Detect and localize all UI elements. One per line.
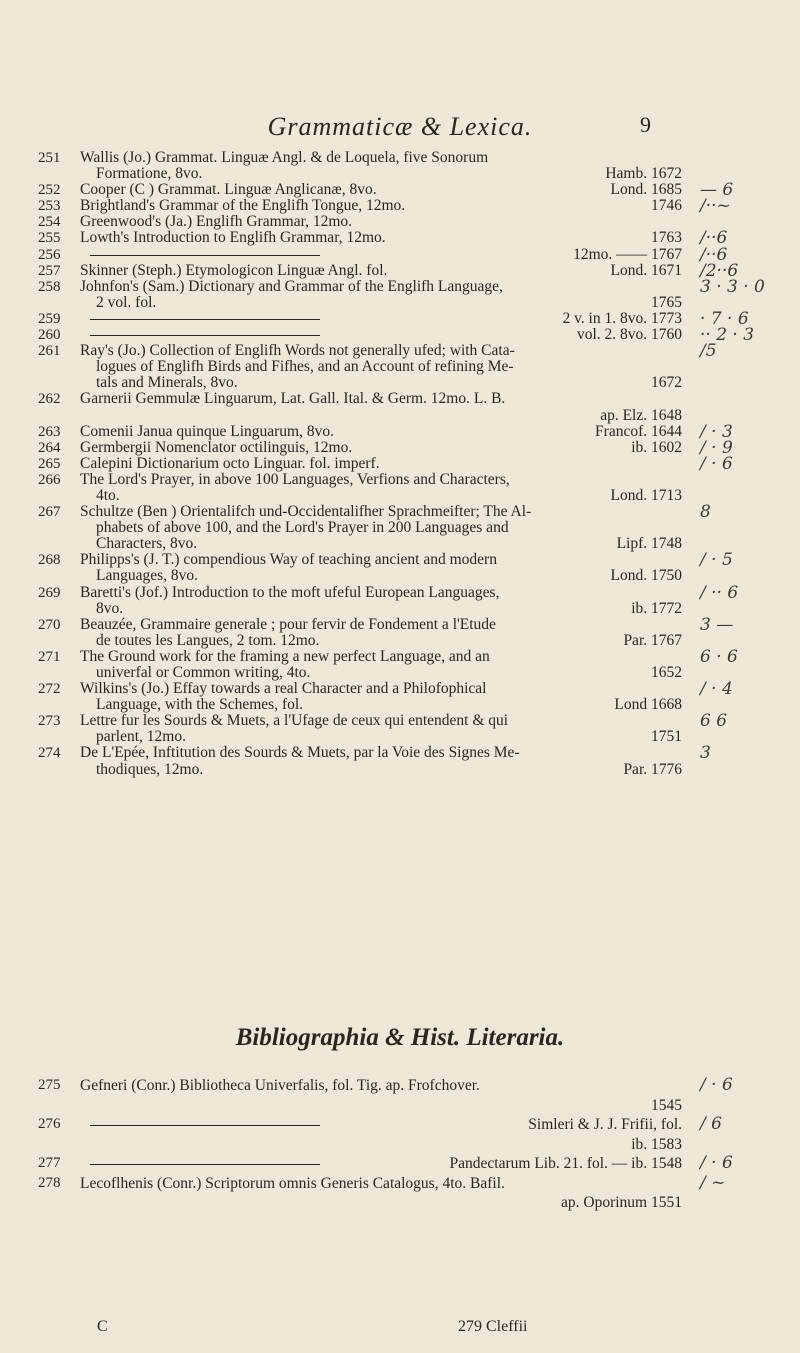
price-annotation: / · 6 [700,1153,733,1173]
imprint: Simleri & J. J. Frifii, fol. [528,1116,682,1133]
entry-line [0,550,800,571]
price-annotation: /··6 [700,244,728,265]
ditto-rule [90,319,320,320]
entry-line [0,729,800,745]
lot-number: 272 [38,681,61,698]
entry-text: Germbergii Nomenclator octilinguis, 12mo. ib. 1602 [80,439,682,456]
catalogue-entry [0,325,800,346]
entry-line [0,1135,800,1155]
entry-line [0,536,800,552]
imprint: Lond. 1671 [610,262,682,279]
entry-text: Lettre fur les Sourds & Muets, a l'Ufage de ceux qui entendent & qui [80,713,509,730]
entry-text: Garnerii Gemmulæ Linguarum, Lat. Gall. Ital. & Germ. 12mo. L. B. [80,391,506,408]
lot-number: 251 [38,150,61,166]
entry-text: The Lord's Prayer, in above 100 Languages, Verfions and Characters, [80,471,510,488]
entry-line [0,325,800,346]
price-annotation: / 6 [700,1114,722,1134]
lot-number: 253 [38,198,61,215]
catalogue-entry [0,244,800,265]
entry-line [0,1174,800,1194]
lot-number: 264 [38,439,61,456]
entry-text [80,247,682,263]
lot-number: 252 [38,182,61,199]
price-annotation: / · 6 [700,453,733,474]
entry-text [96,1135,682,1155]
imprint: ib. 1602 [631,439,682,456]
entry-text: Ray's (Jo.) Collection of Englifh Words not generally ufed; with Cata- [80,343,515,360]
entry-text: Lecoflhenis (Conr.) Scriptorum omnis Generis Catalogus, 4to. Bafil. [80,1174,505,1192]
entry-text: thodiques, 12mo. Par. 1776 [96,761,682,778]
entry-line [0,308,800,329]
lot-number: 263 [38,423,61,440]
entry-text: De L'Epée, Inftitution des Sourds & Muets, par la Voie des Signes Me- [80,745,520,762]
catalogue-entry [0,614,800,649]
imprint: 2 v. in 1. 8vo. 1773 [562,310,682,327]
entry-text: Calepini Dictionarium octo Linguar. fol. imperf. [80,455,380,472]
imprint: Pandectarum Lib. 21. fol. — ib. 1548 [449,1155,682,1172]
entry-line [0,1115,800,1135]
catalogue-entry [0,308,800,329]
imprint: ap. Elz. 1648 [600,407,682,424]
imprint: Hamb. 1672 [605,166,682,183]
section-heading: Bibliographia & Hist. Literaria. [235,1024,565,1051]
lot-number: 265 [38,455,61,472]
ditto-rule [90,335,320,336]
catalogue-entry [0,437,800,458]
entry-text: phabets of above 100, and the Lord's Prayer in 200 Languages and [96,520,509,537]
catalogue-entry [0,1115,800,1154]
entry-text: Characters, 8vo. Lipf. 1748 [96,536,682,553]
entry-line [0,453,800,474]
entry-line [0,391,800,407]
catalogue-entry [0,745,800,777]
price-annotation: ·· 2 · 3 [700,325,755,346]
entry-text [96,408,682,424]
catalogue-entry [0,646,800,681]
imprint: Lond. 1750 [610,568,682,585]
entry-line [0,633,800,649]
lot-number: 269 [38,584,61,601]
imprint: Francof. 1644 [595,423,682,440]
lot-number: 266 [38,471,61,488]
entry-line [0,665,800,681]
imprint: vol. 2. 8vo. 1760 [576,327,682,344]
ditto-rule [90,1125,320,1126]
lot-number: 267 [38,504,61,521]
price-annotation: / ·· 6 [700,582,739,603]
catalogue-entry [0,421,800,442]
entry-text: de toutes les Langues, 2 tom. 12mo. Par. 1767 [96,632,682,649]
entry-text: Languages, 8vo. Lond. 1750 [96,568,682,585]
entry-text: univerfal or Common writing, 4to. 1652 [96,665,682,681]
price-annotation: / · 3 [700,421,733,442]
catalogue-entry [0,150,800,182]
entry-line [0,679,800,700]
entry-text: Skinner (Steph.) Etymologicon Linguæ Angl. fol. Lond. 1671 [80,262,682,279]
entry-text [80,311,682,327]
lot-number: 257 [38,262,61,279]
entry-text: 8vo. ib. 1772 [96,600,682,617]
lot-number: 271 [38,648,61,665]
lot-number: 260 [38,327,61,344]
imprint: 12mo. —— 1767 [573,246,682,263]
price-annotation: / ~ [700,1172,726,1193]
lot-number: 255 [38,230,61,247]
entry-line [0,341,800,362]
entry-line [0,180,800,201]
page-title: Grammaticæ & Lexica. [267,112,533,141]
imprint: 1652 [651,665,682,681]
price-annotation: 3 [700,743,711,764]
catalogue-entry [0,1154,800,1174]
entry-line [0,421,800,442]
imprint: ib. 1772 [631,600,682,617]
lot-number: 262 [38,391,61,408]
price-annotation: / · 5 [700,550,733,571]
entry-line [0,166,800,182]
entry-line [0,214,800,230]
entry-line [0,520,800,536]
entry-line [0,1096,800,1116]
entry-line [0,1076,800,1096]
imprint: Par. 1767 [623,632,682,649]
entry-text [80,327,682,343]
entry-text [96,1193,682,1213]
catalogue-entry [0,552,800,584]
catalogue-entry [0,472,800,504]
catalogue-entry [0,582,800,617]
entry-text: Beauzée, Grammaire generale ; pour fervir de Fondement a l'Etude [80,616,496,633]
entry-line [0,762,800,778]
entry-text: tals and Minerals, 8vo. 1672 [96,375,682,392]
entry-text: 2 vol. fol. 1765 [96,294,682,311]
imprint: Lond 1668 [614,697,682,714]
entry-line [0,295,800,311]
ditto-rule [90,255,320,256]
signature-mark: C [97,1318,108,1335]
imprint: 1751 [651,729,682,746]
lot-number: 261 [38,343,61,360]
imprint: 1672 [651,375,682,392]
lot-number: 256 [38,246,61,263]
entry-text: 4to. Lond. 1713 [96,487,682,504]
imprint: ap. Oporinum 1551 [561,1194,682,1211]
entry-text: Gefneri (Conr.) Bibliotheca Univerfalis, fol. Tig. ap. Frofchover. [80,1077,480,1094]
entry-text [80,1154,682,1174]
lot-number: 273 [38,713,61,730]
entry-text [96,1096,682,1116]
entry-line [0,375,800,391]
catalogue-entry [0,453,800,474]
entry-line [0,646,800,667]
price-annotation: · 7 · 6 [700,308,749,329]
entry-line [0,472,800,488]
entry-line [0,743,800,764]
catalogue-entry [0,214,800,230]
entry-text: The Ground work for the framing a new perfect Language, and an [80,648,490,665]
catchword: 279 Cleffii [458,1318,528,1335]
entry-line [0,276,800,297]
lot-number: 277 [38,1155,61,1171]
catalogue-entry [0,343,800,391]
catalogue-entry [0,180,800,201]
entry-text: Lowth's Introduction to Englifh Grammar, 12mo. 1763 [80,230,682,247]
lot-number: 278 [38,1174,61,1191]
catalogue-entry [0,681,800,713]
price-annotation: /··6 [700,228,728,249]
imprint: Lipf. 1748 [616,536,682,553]
entry-text: Brightland's Grammar of the Englifh Tongue, 12mo. 1746 [80,198,682,215]
catalogue-entry [0,196,800,217]
catalogue-entry [0,713,800,745]
lot-number: 258 [38,278,61,295]
catalogue-entry [0,276,800,311]
entry-text: Wallis (Jo.) Grammat. Linguæ Angl. & de Loquela, five Sonorum [80,150,489,166]
entry-text: Schultze (Ben ) Orientalifch und-Occidentalifher Sprachmeifter; The Al- [80,504,532,521]
entry-line [0,1193,800,1213]
imprint: Lond. 1713 [610,487,682,504]
catalogue-entry [0,260,800,281]
imprint: Par. 1776 [623,761,682,778]
lot-number: 276 [38,1116,61,1132]
ditto-rule [90,1164,320,1165]
entry-line [0,711,800,732]
imprint: 1746 [651,198,682,215]
imprint: 1765 [651,294,682,311]
running-header [0,112,800,142]
entry-line [0,196,800,217]
lot-number: 270 [38,616,61,633]
entry-text: Philipps's (J. T.) compendious Way of teaching ancient and modern [80,552,497,569]
price-annotation: /··~ [700,196,731,217]
price-annotation: — 6 [700,180,734,201]
entry-line [0,502,800,523]
entry-text: Language, with the Schemes, fol. Lond 1668 [96,697,682,714]
entry-line [0,582,800,603]
lot-number: 254 [38,214,61,231]
entry-text: Formatione, 8vo. Hamb. 1672 [96,166,682,183]
entry-line [0,228,800,249]
catalogue-entry [0,1076,800,1115]
entry-text: Greenwood's (Ja.) Englifh Grammar, 12mo. [80,214,353,231]
price-annotation: 3 · 3 · 0 [700,276,765,297]
entry-line [0,1154,800,1174]
price-annotation: / · 4 [700,679,733,700]
entry-text: parlent, 12mo. 1751 [96,729,682,746]
entry-text: Baretti's (Jof.) Introduction to the moft ufeful European Languages, [80,584,500,601]
bibliography-entries [0,1076,800,1213]
entry-text: Wilkins's (Jo.) Effay towards a real Character and a Philofophical [80,681,487,698]
price-annotation: 3 — [700,614,734,635]
catalogue-entry [0,391,800,423]
entry-line [0,601,800,617]
entry-line [0,359,800,375]
entry-text: Cooper (C ) Grammat. Linguæ Anglicanæ, 8vo. Lond. 1685 [80,182,682,199]
imprint: Lond. 1685 [610,182,682,199]
page-signature: 9 [640,112,652,137]
entry-text: Johnfon's (Sam.) Dictionary and Grammar of the Englifh Language, [80,278,503,295]
entry-line [0,614,800,635]
entry-line [0,150,800,166]
imprint: 1763 [651,230,682,247]
catalogue-entry [0,504,800,552]
entry-line [0,568,800,584]
imprint: 1545 [651,1096,682,1114]
lot-number: 275 [38,1077,61,1093]
entry-line [0,408,800,424]
entry-line [0,244,800,265]
entry-text: Comenii Janua quinque Linguarum, 8vo. Francof. 1644 [80,423,682,440]
price-annotation: 6 6 [700,711,728,732]
price-annotation: /5 [700,341,717,362]
entry-text: logues of Englifh Birds and Fifhes, and an Account of refining Me- [96,359,514,376]
lot-number: 274 [38,745,61,762]
catalogue-entry [0,228,800,249]
price-annotation: / · 9 [700,437,733,458]
entry-line [0,437,800,458]
price-annotation: / · 6 [700,1075,733,1095]
imprint: ib. 1583 [631,1135,682,1153]
grammar-entries [0,150,800,778]
entry-line [0,488,800,504]
catalogue-entry [0,1174,800,1213]
entry-line [0,260,800,281]
lot-number: 268 [38,552,61,569]
price-annotation: 8 [700,502,711,523]
price-annotation: 6 · 6 [700,646,738,667]
lot-number: 259 [38,310,61,327]
entry-line [0,697,800,713]
price-annotation: /2··6 [700,260,739,281]
entry-text [80,1115,682,1135]
